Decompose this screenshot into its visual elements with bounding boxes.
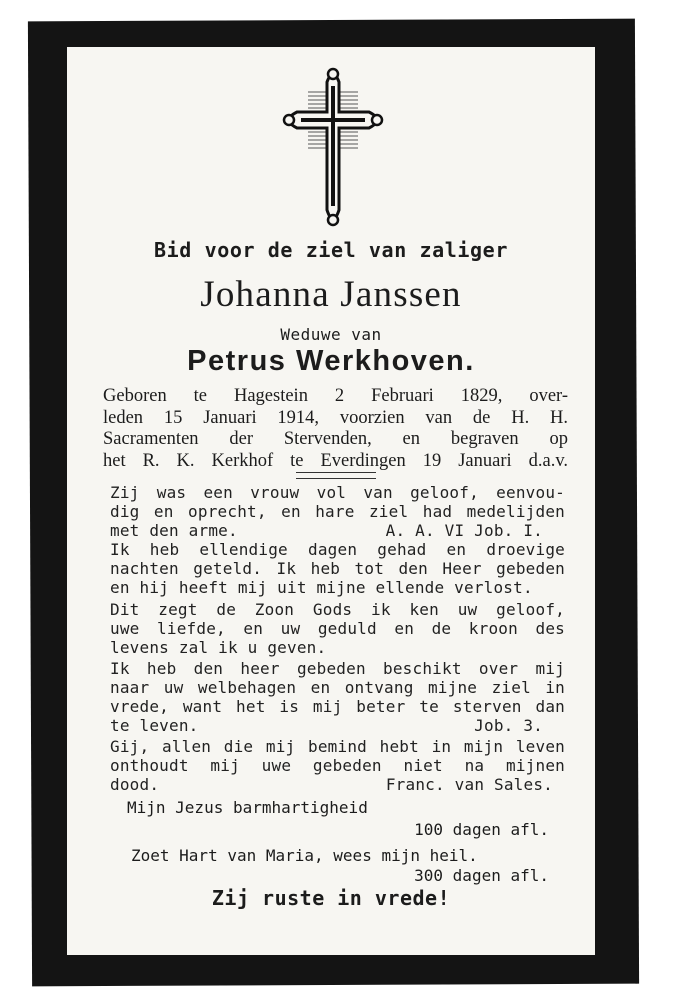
birth-line: Geboren te Hagestein 2 Februari 1829, over- — [103, 386, 568, 406]
verse-line-wrap — [110, 521, 565, 540]
verse-line: uwe liefde, en uw geduld en de kroon des — [110, 619, 565, 638]
verse-source: A. A. VI Job. I. — [385, 521, 543, 540]
divider — [296, 472, 376, 479]
birth-line: Sacramenten der Stervenden, en begraven op — [103, 429, 568, 449]
indulgence-days: 300 dagen afl. — [414, 866, 549, 885]
verse-line: dig en oprecht, en hare ziel had medelijden — [110, 502, 565, 521]
verse-line: vrede, want het is mij beter te sterven dan — [110, 697, 565, 716]
verse-line: dood. — [110, 775, 160, 794]
widow-of-text: Weduwe van — [280, 325, 382, 344]
verse-line: Ik heb ellendige dagen gehad en droevige — [110, 540, 565, 559]
verse-3 — [110, 600, 565, 657]
verse-line: Gij, allen die mij bemind hebt in mijn leven — [110, 737, 565, 756]
verse-5 — [110, 737, 565, 794]
verse-2 — [110, 540, 565, 597]
indulgence-2 — [127, 846, 557, 886]
verse-line: nachten geteld. Ik heb tot den Heer gebeden — [110, 559, 565, 578]
verse-line: en hij heeft mij uit mijne ellende verlost. — [110, 578, 533, 597]
cross-icon — [273, 62, 393, 232]
intro-text: Bid voor de ziel van zaliger — [154, 238, 508, 262]
indulgence-days: 100 dagen afl. — [414, 820, 549, 839]
closing-text: Zij ruste in vrede! — [211, 886, 451, 910]
indulgence-prayer: Mijn Jezus barmhartigheid — [127, 798, 368, 817]
indulgence-1 — [127, 797, 557, 841]
verse-line: Ik heb den heer gebeden beschikt over mij — [110, 659, 565, 678]
verse-line: met den arme. — [110, 521, 238, 540]
verse-1 — [110, 483, 565, 540]
deceased-name: Johanna Janssen — [200, 274, 462, 315]
husband-name: Petrus Werkhoven. — [187, 345, 475, 377]
verse-line: naar uw welbehagen en ontvang mijne ziel in — [110, 678, 565, 697]
verse-line: levens zal ik u geven. — [110, 638, 327, 657]
birth-line: het R. K. Kerkhof te Everdingen 19 Januari d.a.v. — [103, 450, 568, 471]
verse-source: Franc. van Sales. — [385, 775, 553, 794]
indulgence-prayer: Zoet Hart van Maria, wees mijn heil. — [131, 846, 478, 865]
verse-line-wrap — [110, 775, 565, 794]
verse-line: te leven. — [110, 716, 199, 735]
verse-source: Job. 3. — [474, 716, 543, 735]
birth-line: leden 15 Januari 1914, voorzien van de H. H. — [103, 407, 568, 428]
verse-line: Dit zegt de Zoon Gods ik ken uw geloof, — [110, 600, 565, 619]
verse-4 — [110, 659, 565, 735]
birth-death-paragraph — [103, 386, 568, 472]
verse-line: onthoudt mij uwe gebeden niet na mijnen — [110, 756, 565, 775]
verse-line-wrap — [110, 716, 565, 735]
verse-line: Zij was een vrouw vol van geloof, eenvou- — [110, 483, 565, 502]
